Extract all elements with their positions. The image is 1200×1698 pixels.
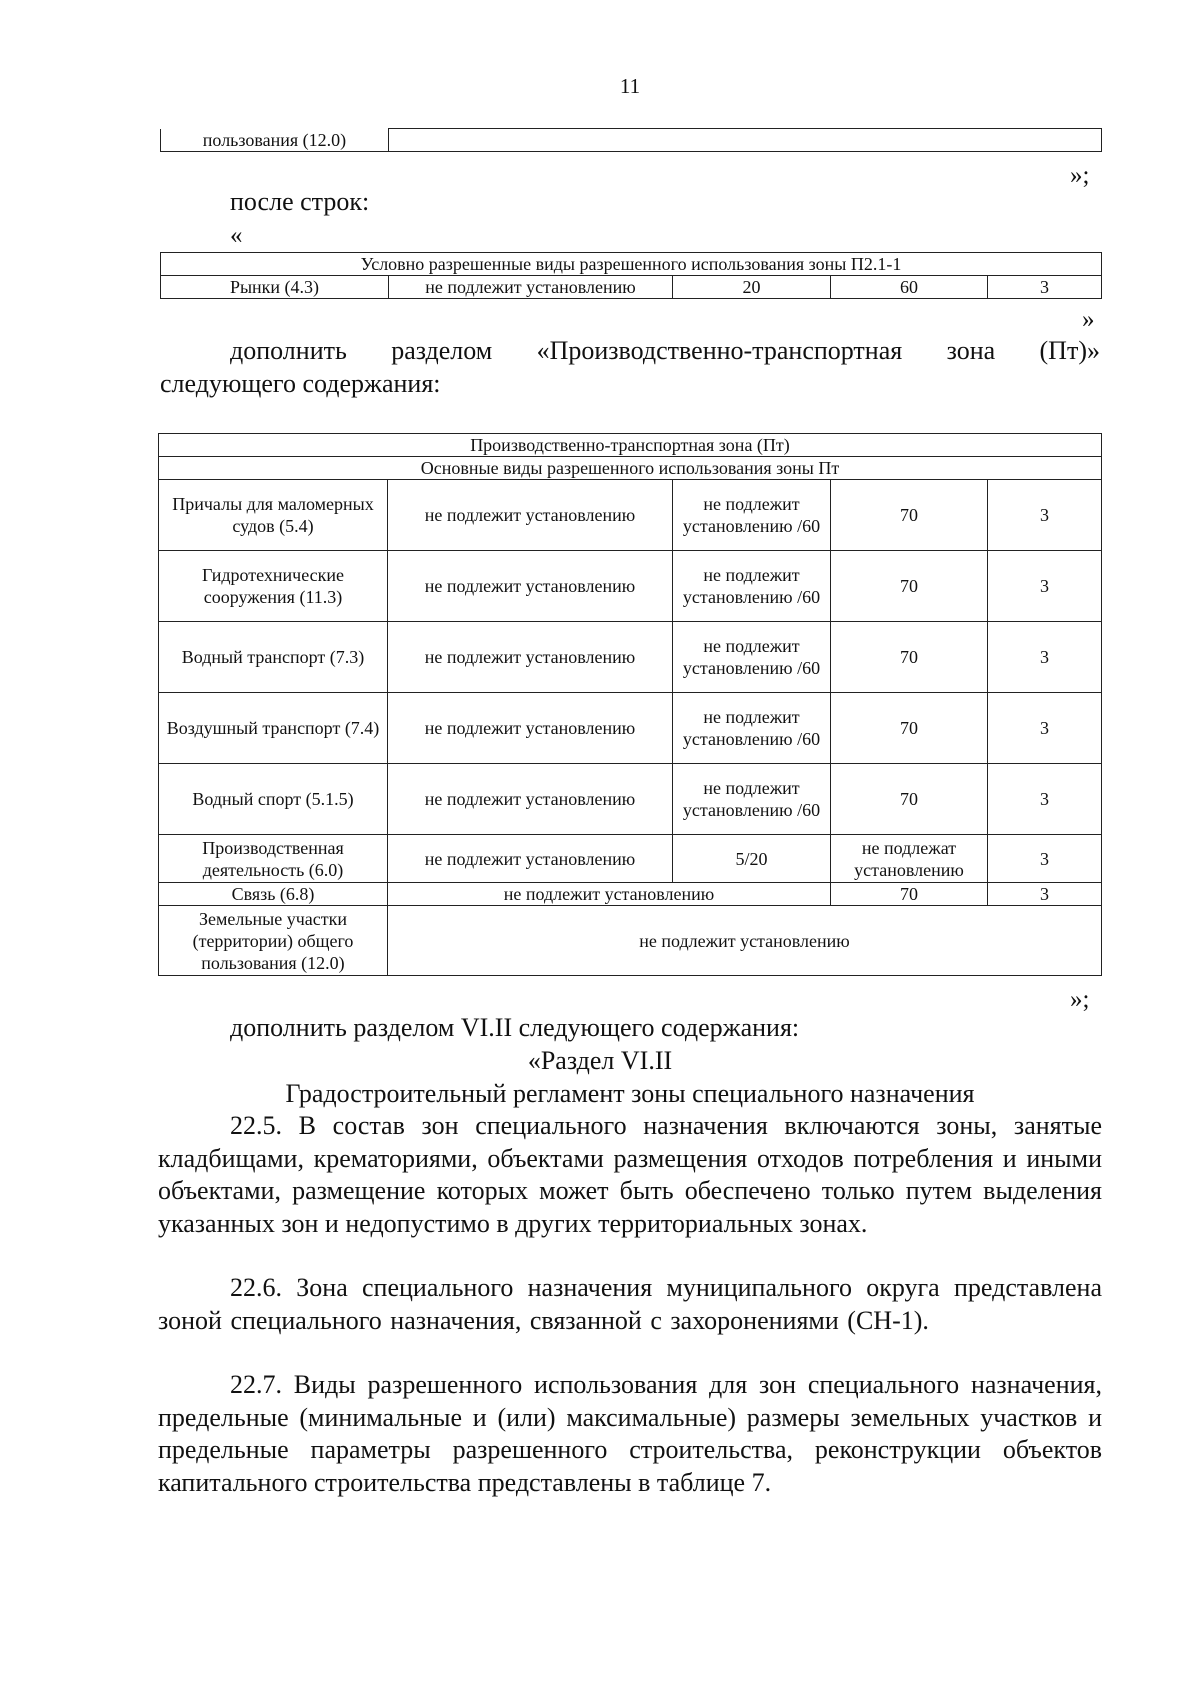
paragraph-22-5: 22.5. В состав зон специального назначения включаются зоны, занятые кладбищами, крематориями, объектами размещения отходов потребления и иными объектами, размещение которых может быть обеспечено только путем выделения указанных зон и недопустимо в других территориальных зонах. [158,1111,1102,1238]
table-cell: 3 [988,693,1102,764]
table-cell: 20 [673,276,831,299]
section-title: Градостроительный регламент зоны специального назначения [285,1079,975,1108]
section-heading: «Раздел VI.II [527,1046,673,1075]
table-cell: не подлежит установлению [388,883,831,906]
use-type-name: Земельные участки (территории) общего пользования (12.0) [159,906,388,976]
table-row [159,906,1102,976]
table-cell: не подлежит установлению [388,693,673,764]
use-type-name: Водный спорт (5.1.5) [159,764,388,835]
table-cell: не подлежит установлению /60 [673,693,831,764]
section-intro: дополнить разделом VI.II следующего содержания: [230,1013,800,1042]
table-cell: 70 [831,883,988,906]
table-cell: 70 [831,551,988,622]
table-row [159,622,1102,693]
closing-quote: »; [1070,986,1090,1013]
table-cell: не подлежит установлению [388,835,673,883]
table-row [159,883,1102,906]
closing-quote: »; [1070,162,1090,189]
zone-p21-header: Условно разрешенные виды разрешенного использования зоны П2.1-1 [161,253,1102,276]
table-cell: не подлежит установлению /60 [673,764,831,835]
page-number: 11 [619,74,641,98]
table-cell: 60 [831,276,988,299]
table-cell: 70 [831,764,988,835]
word: «Производственно-транспортная [536,336,903,365]
word: (Пт)» [1039,336,1100,365]
paragraph-22-6: 22.6. Зона специального назначения муниципального округа представлена зоной специального назначения, связанной с захоронениями (СН-1). [158,1273,1102,1335]
table-cell: не подлежит установлению [388,480,673,551]
zone-p21-table [160,252,1102,299]
table-cell: 3 [988,480,1102,551]
table-cell: не подлежит установлению /60 [673,551,831,622]
table-cell: не подлежат установлению [831,835,988,883]
table-row [159,835,1102,883]
production-transport-zone-table [158,433,1102,976]
table-cell: 3 [988,835,1102,883]
table-cell: 3 [988,622,1102,693]
table-row [159,764,1102,835]
use-type-name: Связь (6.8) [159,883,388,906]
table-cell: не подлежит установлению /60 [673,480,831,551]
use-type-name: Причалы для маломерных судов (5.4) [159,480,388,551]
table-cell: 3 [988,764,1102,835]
word: разделом [391,336,493,365]
previous-table-cell: пользования (12.0) [161,129,389,152]
table-cell: не подлежит установлению [388,622,673,693]
table-cell-merged: не подлежит установлению [388,906,1102,976]
previous-table-fragment [160,128,1102,152]
table-row [159,551,1102,622]
table-cell: 70 [831,622,988,693]
add-section-line [230,335,1100,368]
table-cell: не подлежит установлению [389,276,673,299]
table-cell: 5/20 [673,835,831,883]
use-type-name: Производственная деятельность (6.0) [159,835,388,883]
use-type-name: Воздушный транспорт (7.4) [159,693,388,764]
table-subtitle: Основные виды разрешенного использования зоны Пт [159,457,1102,480]
table-cell: 3 [988,276,1102,299]
table-cell: не подлежит установлению [388,764,673,835]
table-title: Производственно-транспортная зона (Пт) [159,434,1102,457]
paragraph-22-7: 22.7. Виды разрешенного использования для зон специального назначения, предельные (минимальные и (или) максимальные) размеры земельных участков и предельные параметры разрешенного строительства, реконструкции объектов капитального строительства представлены в таблице 7. [158,1370,1102,1497]
use-type-name: Водный транспорт (7.3) [159,622,388,693]
word: дополнить [230,336,347,365]
table-cell: 3 [988,883,1102,906]
opening-quote: « [230,222,243,249]
table-cell: не подлежит установлению [388,551,673,622]
closing-quote: » [1082,306,1095,333]
add-section-line-2: следующего содержания: [160,369,441,398]
table-row [159,480,1102,551]
use-type-name: Гидротехнические сооружения (11.3) [159,551,388,622]
table-cell: 70 [831,480,988,551]
table-cell: Рынки (4.3) [161,276,389,299]
table-row [159,693,1102,764]
table-cell: не подлежит установлению /60 [673,622,831,693]
word: зона [946,336,996,365]
table-cell: 3 [988,551,1102,622]
after-rows-label: после строк: [230,187,370,216]
table-cell: 70 [831,693,988,764]
